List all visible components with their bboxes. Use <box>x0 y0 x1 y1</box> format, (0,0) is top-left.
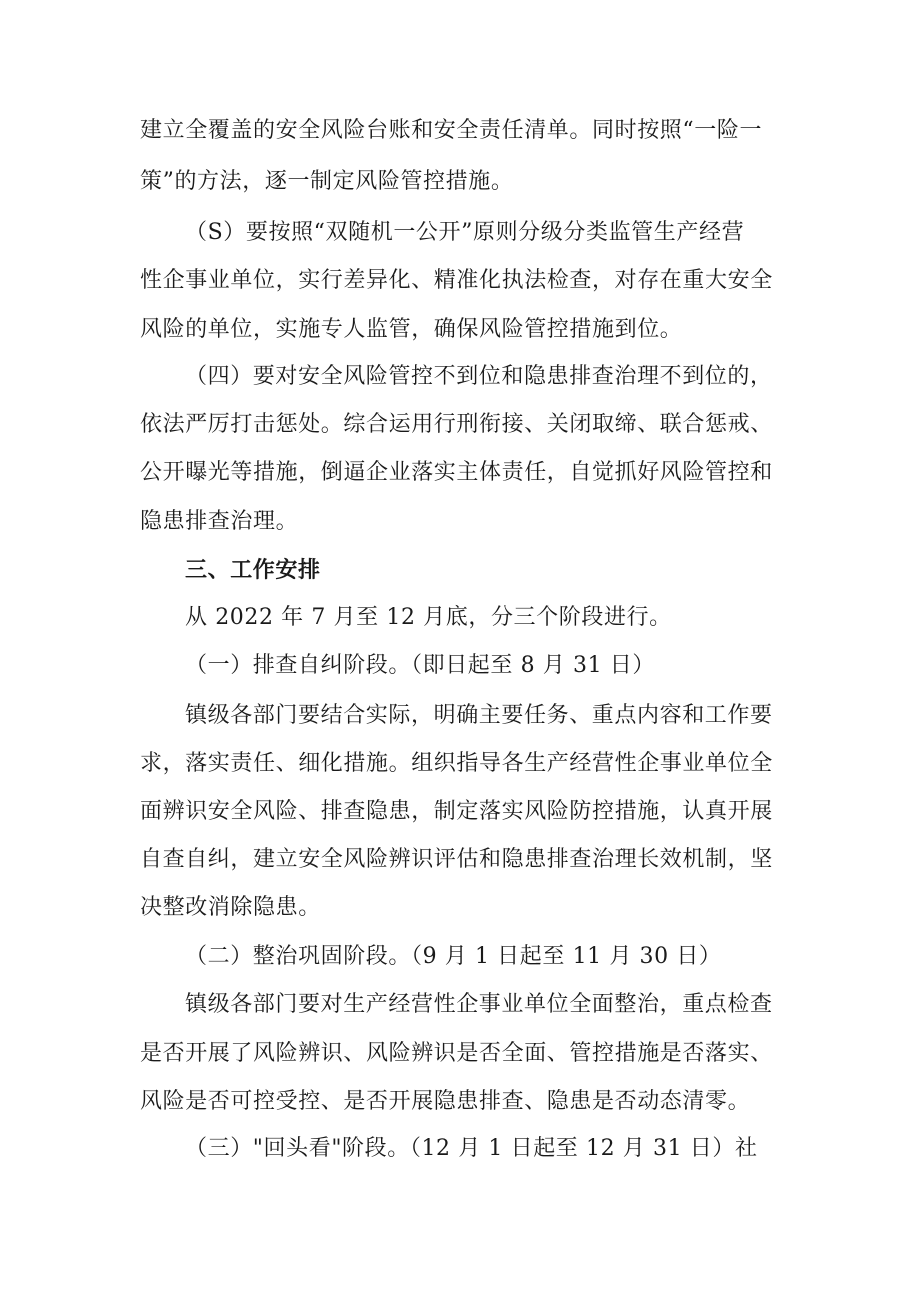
text-line: 镇级各部门要结合实际，明确主要任务、重点内容和工作要 <box>185 703 773 728</box>
text-line: 面辨识安全风险、排查隐患，制定落实风险防控措施，认真开展 <box>140 799 773 824</box>
section-heading: 三、工作安排 <box>185 558 321 583</box>
text-line: 是否开展了风险辨识、风险辨识是否全面、管控措施是否落实、 <box>140 1041 773 1066</box>
text-line: 公开曝光等措施，倒逼企业落实主体责任，自觉抓好风险管控和 <box>140 460 773 485</box>
text-line: 求，落实责任、细化措施。组织指导各生产经营性企事业单位全 <box>140 751 773 776</box>
text-line: 隐患排查治理。 <box>140 509 299 534</box>
text-line: 从 2022 年 7 月至 12 月底，分三个阶段进行。 <box>185 605 672 630</box>
text-line: 依法严厉打击惩处。综合运用行刑衔接、关闭取缔、联合惩戒、 <box>140 412 773 437</box>
text-line: 镇级各部门要对生产经营性企事业单位全面整治，重点检查 <box>185 992 773 1017</box>
text-line: （三）"回头看"阶段。（12 月 1 日起至 12 月 31 日）社 <box>185 1136 758 1161</box>
text-line: （一）排查自纠阶段。（即日起至 8 月 31 日） <box>185 653 655 678</box>
text-line: （四）要对安全风险管控不到位和隐患排查治理不到位的， <box>185 364 773 389</box>
text-line: （S）要按照“双随机一公开”原则分级分类监管生产经营 <box>185 220 745 245</box>
text-line: 决整改消除隐患。 <box>140 895 321 920</box>
text-line: 自查自纠，建立安全风险辨识评估和隐患排查治理长效机制，坚 <box>140 847 773 872</box>
text-line: （二）整治巩固阶段。（9 月 1 日起至 11 月 30 日） <box>185 944 722 969</box>
text-line: 性企事业单位，实行差异化、精准化执法检查，对存在重大安全 <box>140 268 773 293</box>
text-line: 策”的方法，逐一制定风险管控措施。 <box>140 169 514 194</box>
text-line: 风险是否可控受控、是否开展隐患排查、隐患是否动态清零。 <box>140 1089 751 1114</box>
text-line: 建立全覆盖的安全风险台账和安全责任清单。同时按照“一险一 <box>140 118 763 143</box>
text-line: 风险的单位，实施专人监管，确保风险管控措施到位。 <box>140 317 683 342</box>
